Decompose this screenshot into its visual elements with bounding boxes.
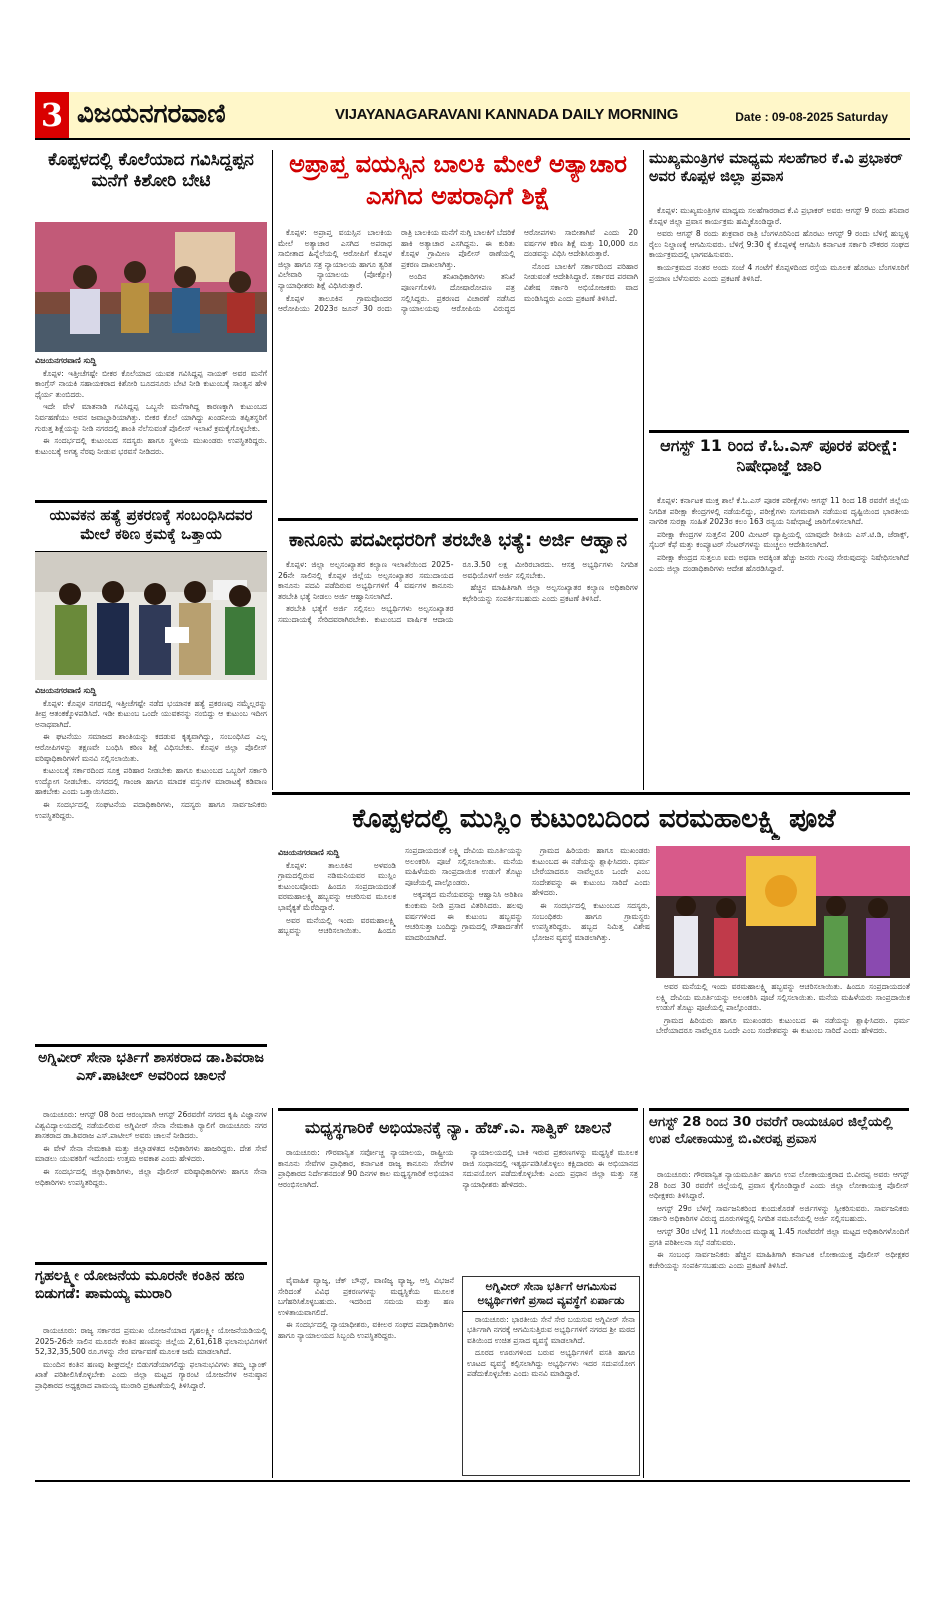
byline: ವಿಜಯನಗರವಾಣಿ ಸುದ್ದಿ [35,686,97,695]
paragraph: ಕೊಪ್ಪಳ ತಾಲೂಕಿನ ಗ್ರಾಮವೊಂದರ ಆರೋಪಿಯು 2023ರ ಜೂನ್ 30 ರಂದು ರಾತ್ರಿ ಬಾಲಕಿಯ ಮನೆಗೆ ನುಗ್ಗಿ ಬಾಲಕಿಗೆ ಬೆದರಿಕೆ ಹಾಕಿ ಅತ್ಯಾಚಾರ ಎಸಗಿದ್ದನು. ಈ ಕುರಿತು ಕೊಪ್ಪಳ ಗ್ರಾಮೀಣ ಪೊಲೀಸ್ ಠಾಣೆಯಲ್ಲಿ ಪ್ರಕರಣ ದಾಖಲಾಗಿತ್ತು. [278,228,515,314]
paper-name-english: VIJAYANAGARAVANI KANNADA DAILY MORNING [335,106,679,123]
paragraph: ನ್ಯಾಯಾಲಯದಲ್ಲಿ ಬಾಕಿ ಇರುವ ಪ್ರಕರಣಗಳನ್ನು ಮಧ್ಯಸ್ಥಿಕೆ ಮೂಲಕ ರಾಜಿ ಸಂಧಾನದಲ್ಲಿ ಇತ್ಯರ್ಥಪಡಿಸಿಕೊಳ್ಳಲು ಕಕ್ಷಿದಾರರು ಈ ಅಭಿಯಾನದ ಸದುಪಯೋಗ ಪಡೆದುಕೊಳ್ಳಬೇಕು ಎಂದು ಪ್ರಧಾನ ಜಿಲ್ಲಾ ಮತ್ತು ಸತ್ರ ನ್ಯಾಯಾಧೀಶರು ಹೇಳಿದರು. [462,1148,638,1189]
paragraph: ಕೊಪ್ಪಳ: ಇತ್ತೀಚೆಗಷ್ಟೇ ಬೀಕರ ಕೊಲೆಯಾದ ಯುವಕ ಗವಿಸಿದ್ದಪ್ಪ ನಾಯಕ್ ಅವರ ಮನೆಗೆ ಕಾಂಗ್ರೆಸ್ ನಾಯಕಿ ಸಹಾಯಕರಾದ ಕಿಶೋರಿ ಬೂದನೂರು ಬೇಟಿ ನೀಡಿ ಕುಟುಂಬಕ್ಕೆ ಸಾಂತ್ವನ ಹೇಳಿ ಧೈರ್ಯ ತುಂಬಿದರು. [35,368,267,399]
headline: ಆಗಸ್ಟ್ 11 ರಿಂದ ಕೆ.ಓ.ಎಸ್ ಪೂರಕ ಪರೀಕ್ಷೆ: ನಿಷೇಧಾಜ್ಞೆ ಜಾರಿ [660,436,898,475]
headline: ಅಗ್ನಿವೀರ್ ಸೇನಾ ಭರ್ತಿಗೆ ಆಗಮಿಸುವ ಅಭ್ಯರ್ಥಿಗಳಿಗೆ ಪ್ರಸಾದ ವ್ಯವಸ್ಥೆಗೆ ಏರ್ಪಾಡು [463,1277,639,1312]
headline: ಯುವಕನ ಹತ್ಯೆ ಪ್ರಕರಣಕ್ಕೆ ಸಂಬಂಧಿಸಿದವರ ಮೇಲೆ ಕಠಿಣ ಕ್ರಮಕ್ಕೆ ಒತ್ತಾಯ [49,506,253,543]
page-bottom-rule [35,1480,910,1482]
article-mediation-head [278,1114,638,1144]
paragraph: ಕುಟುಂಬಕ್ಕೆ ಸರ್ಕಾರದಿಂದ ಸೂಕ್ತ ಪರಿಹಾರ ನೀಡಬೇಕು ಹಾಗೂ ಕುಟುಂಬದ ಒಬ್ಬರಿಗೆ ಸರ್ಕಾರಿ ಉದ್ಯೋಗ ನೀಡಬೇಕು. ನಗರದಲ್ಲಿ ಗಾಂಜಾ ಹಾಗೂ ಮಾದಕ ವಸ್ತುಗಳ ಮಾರಾಟಕ್ಕೆ ಕಡಿವಾಣ ಹಾಕಬೇಕು ಎಂದು ಒತ್ತಾಯಿಸಿದರು. [35,766,267,797]
photo-family-visit [35,222,267,352]
paragraph: ಆಗಸ್ಟ್ 29ರ ಬೆಳಿಗ್ಗೆ ಸಾರ್ವಜನಿಕರಿಂದ ಕುಂದುಕೊರತೆ ಅರ್ಜಿಗಳನ್ನು ಸ್ವೀಕರಿಸುವರು. ಸಾರ್ವಜನಿಕರು ಸರ್ಕಾರಿ ಅಧಿಕಾರಿಗಳ ವಿರುದ್ಧ ದೂರುಗಳಿದ್ದಲ್ಲಿ ನಿಗದಿತ ನಮೂನೆಯಲ್ಲಿ ಅರ್ಜಿ ಸಲ್ಲಿಸಬಹುದು. [649,1203,909,1224]
article-kos-head [649,436,909,494]
headline: ಕೊಪ್ಪಳದಲ್ಲಿ ಮುಸ್ಲಿಂ ಕುಟುಂಬದಿಂದ ವರಮಹಾಲಕ್ಷ್ಮಿ ಪೂಜೆ [352,804,836,834]
paragraph: ರಾಯಚೂರು: ಗೌರವಾನ್ವಿತ ನ್ಯಾಯಮೂರ್ತಿ ಹಾಗೂ ಉಪ ಲೋಕಾಯುಕ್ತರಾದ ಬಿ.ವೀರಪ್ಪ ಅವರು ಆಗಸ್ಟ್ 28 ರಿಂದ 30 ರವರೆಗೆ ಜಿಲ್ಲೆಯಲ್ಲಿ ಪ್ರವಾಸ ಕೈಗೊಂಡಿದ್ದಾರೆ ಎಂದು ಜಿಲ್ಲಾ ಲೋಕಾಯುಕ್ತ ಪೊಲೀಸ್ ಅಧೀಕ್ಷಕರು ತಿಳಿಸಿದ್ದಾರೆ. [649,1170,909,1201]
article-pocso-head [278,148,638,226]
paragraph: ಈ ಸಂದರ್ಭದಲ್ಲಿ ಜಿಲ್ಲಾಧಿಕಾರಿಗಳು, ಜಿಲ್ಲಾ ಪೊಲೀಸ್ ವರಿಷ್ಠಾಧಿಕಾರಿಗಳು ಹಾಗೂ ಸೇನಾ ಅಧಿಕಾರಿಗಳು ಉಪಸ್ಥಿತರಿದ್ದರು. [35,1166,267,1187]
paragraph: ನೊಂದ ಬಾಲಕಿಗೆ ಸರ್ಕಾರದಿಂದ ಪರಿಹಾರ ನೀಡುವಂತೆ ಆದೇಶಿಸಿದ್ದಾರೆ. ಸರ್ಕಾರದ ಪರವಾಗಿ ವಿಶೇಷ ಸರ್ಕಾರಿ ಅಭಿಯೋಜಕರು ವಾದ ಮಂಡಿಸಿದ್ದರು ಎಂದು ಪ್ರಕಟಣೆ ತಿಳಿಸಿದೆ. [524,261,638,303]
article-gruhalakshmi-head [35,1268,267,1324]
paragraph: ಗ್ರಾಮದ ಹಿರಿಯರು ಹಾಗೂ ಮುಖಂಡರು ಕುಟುಂಬದ ಈ ನಡೆಯನ್ನು ಶ್ಲಾಘಿಸಿದರು. ಧರ್ಮ ಬೇರೆಯಾದರೂ ನಾವೆಲ್ಲರೂ ಒಂದೇ ಎಂಬ ಸಂದೇಶವನ್ನು ಈ ಕುಟುಂಬ ಸಾರಿದೆ ಎಂದು ಹೇಳಿದರು. [532,846,650,898]
article-pocso-body [278,228,638,512]
paragraph: ರಾಯಚೂರು: ರಾಜ್ಯ ಸರ್ಕಾರದ ಪ್ರಮುಖ ಯೋಜನೆಯಾದ ಗೃಹಲಕ್ಷ್ಮೀ ಯೋಜನೆಯಡಿಯಲ್ಲಿ 2025-26ನೇ ಸಾಲಿನ ಮೂರನೇ ಕಂತಿನ ಹಣವನ್ನು ಜಿಲ್ಲೆಯ 2,61,618 ಫಲಾನುಭವಿಗಳಿಗೆ 52,32,35,500 ರೂ.ಗಳನ್ನು ನೇರ ವರ್ಗಾವಣೆ ಮೂಲಕ ಜಮೆ ಮಾಡಲಾಗಿದೆ. [35,1326,267,1357]
paragraph: ತರಬೇತಿ ಭತ್ಯೆಗೆ ಅರ್ಜಿ ಸಲ್ಲಿಸಲು ಅಭ್ಯರ್ಥಿಗಳು ಅಲ್ಪಸಂಖ್ಯಾತರ ಸಮುದಾಯಕ್ಕೆ ಸೇರಿದವರಾಗಿರಬೇಕು. ಕುಟುಂಬದ ವಾರ್ಷಿಕ ಆದಾಯ ರೂ.3.50 ಲಕ್ಷ ಮೀರಿರಬಾರದು. ಆಸಕ್ತ ಅಭ್ಯರ್ಥಿಗಳು ನಿಗದಿತ ಅವಧಿಯೊಳಗೆ ಅರ್ಜಿ ಸಲ್ಲಿಸಬೇಕು. [278,560,638,624]
article-mediation-body [278,1148,638,1272]
paragraph: ವೈವಾಹಿಕ ವ್ಯಾಜ್ಯ, ಚೆಕ್ ಬೌನ್ಸ್, ವಾಣಿಜ್ಯ ವ್ಯಾಜ್ಯ, ಆಸ್ತಿ ವಿಭಜನೆ ಸೇರಿದಂತೆ ವಿವಿಧ ಪ್ರಕರಣಗಳನ್ನು ಮಧ್ಯಸ್ಥಿಕೆಯ ಮೂಲಕ ಬಗೆಹರಿಸಿಕೊಳ್ಳಬಹುದು. ಇದರಿಂದ ಸಮಯ ಮತ್ತು ಹಣ ಉಳಿತಾಯವಾಗಲಿದೆ. [278,1276,454,1317]
paragraph: ಅವರ ಮನೆಯಲ್ಲಿ ಇಂದು ವರಮಹಾಲಕ್ಷ್ಮಿ ಹಬ್ಬವನ್ನು ಆಚರಿಸಲಾಯಿತು. ಹಿಂದೂ ಸಂಪ್ರದಾಯದಂತೆ ಲಕ್ಷ್ಮಿ ದೇವಿಯ ಮೂರ್ತಿಯನ್ನು ಅಲಂಕರಿಸಿ ಪೂಜೆ ಸಲ್ಲಿಸಲಾಯಿತು. ಮನೆಯ ಮಹಿಳೆಯರು ಸಾಂಪ್ರದಾಯಿಕ ಉಡುಗೆ ತೊಟ್ಟು ಪೂಜೆಯಲ್ಲಿ ಪಾಲ್ಗೊಂಡರು. [278,846,523,936]
article-law-head [278,524,638,558]
paragraph: ಕಾರ್ಯಕ್ರಮದ ನಂತರ ಅಂದು ಸಂಜೆ 4 ಗಂಟೆಗೆ ಕೊಪ್ಪಳದಿಂದ ರಸ್ತೆಯ ಮೂಲಕ ಹೊರಟು ಬೆಂಗಳೂರಿಗೆ ಪ್ರಯಾಣ ಬೆಳೆಸುವರು ಎಂದು ಪ್ರಕಟಣೆ ತಿಳಿಸಿದೆ. [649,262,909,283]
photo-memorandum [35,552,267,680]
byline: ವಿಜಯನಗರವಾಣಿ ಸುದ್ದಿ [278,848,340,857]
paragraph: ಈ ವೇಳೆ ಸೇನಾ ನೇಮಕಾತಿ ಮತ್ತು ಜಿಲ್ಲಾಡಳಿತದ ಅಧಿಕಾರಿಗಳು ಹಾಜರಿದ್ದರು. ದೇಶ ಸೇವೆ ಮಾಡಲು ಯುವಕರಿಗೆ ಇದೊಂದು ಉತ್ತಮ ಅವಕಾಶ ಎಂದು ಹೇಳಿದರು. [35,1143,267,1164]
column-rule [643,150,644,790]
headline: ಕೊಪ್ಪಳದಲ್ಲಿ ಕೊಲೆಯಾದ ಗವಿಸಿದ್ದಪ್ಪನ ಮನೆಗೆ ಕಿಶೋರಿ ಬೇಟಿ [48,150,254,192]
paragraph: ಹೆಚ್ಚಿನ ಮಾಹಿತಿಗಾಗಿ ಜಿಲ್ಲಾ ಅಲ್ಪಸಂಖ್ಯಾತರ ಕಲ್ಯಾಣ ಅಧಿಕಾರಿಗಳ ಕಛೇರಿಯನ್ನು ಸಂಪರ್ಕಿಸಬಹುದು ಎಂದು ಪ್ರಕಟಣೆ ತಿಳಿಸಿದೆ. [462,583,638,603]
article-agniveer-facilities [462,1276,640,1476]
headline: ಮುಖ್ಯಮಂತ್ರಿಗಳ ಮಾಧ್ಯಮ ಸಲಹೆಗಾರ ಕೆ.ವಿ ಪ್ರಭಾಕರ್ ಅವರ ಕೊಪ್ಪಳ ಜಿಲ್ಲಾ ಪ್ರವಾಸ [649,151,903,186]
article-youth-murder-body [35,684,267,1036]
issue-date: Date : 09-08-2025 Saturday [735,110,888,124]
article-agniveer-mla-head [35,1050,267,1108]
paragraph: ರಾಯಚೂರು: ಭಾರತೀಯ ಸೇನೆ ಸೇರ ಬಯಸುವ ಅಗ್ನಿವೀರ್ ಸೇನಾ ಭರ್ತಿಗಾಗಿ ನಗರಕ್ಕೆ ಆಗಮಿಸುತ್ತಿರುವ ಅಭ್ಯರ್ಥಿಗಳಿಗೆ ನಗರದ ಶ್ರೀ ಮಠದ ವತಿಯಿಂದ ಉಚಿತ ಪ್ರಸಾದ ವ್ಯವಸ್ಥೆ ಮಾಡಲಾಗಿದೆ. [467,1314,635,1345]
paragraph: ಈ ಸಂದರ್ಭದಲ್ಲಿ ಸಂಘಟನೆಯ ಪದಾಧಿಕಾರಿಗಳು, ಸದಸ್ಯರು ಹಾಗೂ ಸಾರ್ವಜನಿಕರು ಉಪಸ್ಥಿತರಿದ್ದರು. [35,799,267,820]
paragraph: ಇದೇ ವೇಳೆ ಮಾತನಾಡಿ ಗವಿಸಿದ್ದಪ್ಪ ಒಬ್ಬನೇ ಮನೆಗಾಗಿದ್ದ ಕಾರಣಕ್ಕಾಗಿ ಕುಟುಂಬದ ನಿರ್ವಹಣೆಯು ಅವನ ಜವಾಬ್ದಾರಿಯಾಗಿತ್ತು. ಬೀಕರ ಕೊಲೆ ಯಾಗಿದ್ದು ಖಂಡನೀಯ ತಪ್ಪಿತಸ್ಥರಿಗೆ ಗುರುತ್ತ ಶಿಕ್ಷೆಯನ್ನು ನೀಡಿ ನಗರದಲ್ಲಿ ಶಾಂತಿ ನೆಲೆಸುವಂತೆ ಪೊಲೀಸ್ ಇಲಾಖೆ ಕ್ರಮಕೈಗೊಳ್ಳಬೇಕು. [35,402,267,433]
page-number: 3 [35,92,69,138]
article-cm-advisor-body [649,206,909,426]
article-gruhalakshmi-body [35,1326,267,1474]
article-agniveer-mla-body [35,1110,267,1258]
paper-name-kannada: ವಿಜಯನಗರವಾಣಿ [77,99,226,129]
article-body [463,1312,639,1386]
paragraph: ಕೊಪ್ಪಳ: ಅಪ್ರಾಪ್ತ ವಯಸ್ಸಿನ ಬಾಲಕಿಯ ಮೇಲೆ ಅತ್ಯಾಚಾರ ಎಸಗಿದ ಅಪರಾಧ ಸಾಬೀತಾದ ಹಿನ್ನೆಲೆಯಲ್ಲಿ ಆರೋಪಿಗೆ ಕೊಪ್ಪಳ ಜಿಲ್ಲಾ ಹಾಗೂ ಸತ್ರ ನ್ಯಾಯಾಲಯ ಹಾಗೂ ತ್ವರಿತ ವಿಲೇವಾರಿ ನ್ಯಾಯಾಲಯ (ಪೋಕ್ಸೋ) ನ್ಯಾಯಾಧೀಶರು ಶಿಕ್ಷೆ ವಿಧಿಸಿರುತ್ತಾರೆ. [278,228,392,290]
paragraph: ಈ ಘಟನೆಯು ಸಮಾಜದ ಶಾಂತಿಯನ್ನು ಕದಡುವ ಕೃತ್ಯವಾಗಿದ್ದು, ಸಂಬಂಧಿಸಿದ ಎಲ್ಲ ಆರೋಪಿಗಳನ್ನು ತಕ್ಷಣವೇ ಬಂಧಿಸಿ ಕಠಿಣ ಶಿಕ್ಷೆ ವಿಧಿಸಬೇಕು. ಕೊಪ್ಪಳ ಜಿಲ್ಲಾ ಪೊಲೀಸ್ ವರಿಷ್ಠಾಧಿಕಾರಿಗಳಿಗೆ ಮನವಿ ಸಲ್ಲಿಸಲಾಯಿತು. [35,732,267,763]
paragraph: ಅಕ್ಕಪಕ್ಕದ ಮನೆಯವರನ್ನು ಆಹ್ವಾನಿಸಿ ಅರಿಶಿಣ ಕುಂಕುಮ ನೀಡಿ ಪ್ರಸಾದ ವಿತರಿಸಿದರು. ಹಲವು ವರ್ಷಗಳಿಂದ ಈ ಕುಟುಂಬ ಹಬ್ಬವನ್ನು ಆಚರಿಸುತ್ತಾ ಬಂದಿದ್ದು ಗ್ರಾಮದಲ್ಲಿ ಸೌಹಾರ್ದತೆಗೆ ಮಾದರಿಯಾಗಿದೆ. [405,890,523,942]
section-rule [278,1108,638,1111]
article-cm-advisor-head [649,150,909,206]
paragraph: ದೂರದ ಊರುಗಳಿಂದ ಬರುವ ಅಭ್ಯರ್ಥಿಗಳಿಗೆ ವಸತಿ ಹಾಗೂ ಊಟದ ವ್ಯವಸ್ಥೆ ಕಲ್ಪಿಸಲಾಗಿದ್ದು ಅಭ್ಯರ್ಥಿಗಳು ಇದರ ಸದುಪಯೋಗ ಪಡೆದುಕೊಳ್ಳಬೇಕು ಎಂದು ಮನವಿ ಮಾಡಿದ್ದಾರೆ. [467,1348,635,1379]
photo-puja [656,846,910,978]
paragraph: ಪರೀಕ್ಷಾ ಕೇಂದ್ರದ ಸುತ್ತಲೂ ಐದು ಅಥವಾ ಅದಕ್ಕಿಂತ ಹೆಚ್ಚು ಜನರು ಗುಂಪು ಸೇರುವುದನ್ನು ನಿಷೇಧಿಸಲಾಗಿದೆ ಎಂದು ಜಿಲ್ಲಾ ದಂಡಾಧಿಕಾರಿಗಳು ಆದೇಶ ಹೊರಡಿಸಿದ್ದಾರೆ. [649,552,909,573]
article-youth-murder-head [35,500,267,552]
headline: ಕಾನೂನು ಪದವೀಧರರಿಗೆ ತರಬೇತಿ ಭತ್ಯೆ: ಅರ್ಜಿ ಆಹ್ವಾನ [288,529,628,551]
paragraph: ರಾಯಚೂರು: ಗೌರವಾನ್ವಿತ ಸರ್ವೋಚ್ಚ ನ್ಯಾಯಾಲಯ, ರಾಷ್ಟ್ರೀಯ ಕಾನೂನು ಸೇವೆಗಳ ಪ್ರಾಧಿಕಾರ, ಕರ್ನಾಟಕ ರಾಜ್ಯ ಕಾನೂನು ಸೇವೆಗಳ ಪ್ರಾಧಿಕಾರದ ನಿರ್ದೇಶನದಂತೆ 90 ದಿನಗಳ ಕಾಲ ಮಧ್ಯಸ್ಥಗಾರಿಕೆ ಅಭಿಯಾನ ಆರಂಭಿಸಲಾಗಿದೆ. [278,1148,454,1189]
paragraph: ಕೊಪ್ಪಳ: ಜಿಲ್ಲಾ ಅಲ್ಪಸಂಖ್ಯಾತರ ಕಲ್ಯಾಣ ಇಲಾಖೆಯಿಂದ 2025-26ನೇ ಸಾಲಿನಲ್ಲಿ ಕೊಪ್ಪಳ ಜಿಲ್ಲೆಯ ಅಲ್ಪಸಂಖ್ಯಾತರ ಸಮುದಾಯದ ಕಾನೂನು ಪದವಿ ಪಡೆದಿರುವ ಅಭ್ಯರ್ಥಿಗಳಿಗೆ 4 ವರ್ಷಗಳ ಕಾನೂನು ತರಬೇತಿ ಭತ್ಯೆ ನೀಡಲು ಅರ್ಜಿ ಆಹ್ವಾನಿಸಲಾಗಿದೆ. [278,560,454,601]
section-rule [649,1108,909,1111]
article-lokayukta-body [649,1170,909,1474]
paragraph: ಅಂದಿನ ತನಿಖಾಧಿಕಾರಿಗಳು ತನಿಖೆ ಪೂರ್ಣಗೊಳಿಸಿ ದೋಷಾರೋಪಣ ಪತ್ರ ಸಲ್ಲಿಸಿದ್ದರು. ಪ್ರಕರಣದ ವಿಚಾರಣೆ ನಡೆಸಿದ ನ್ಯಾಯಾಲಯವು ಆರೋಪಿಯ ವಿರುದ್ಧದ ಆರೋಪಗಳು ಸಾಬೀತಾಗಿವೆ ಎಂದು 20 ವರ್ಷಗಳ ಕಠಿಣ ಶಿಕ್ಷೆ ಮತ್ತು 10,000 ರೂ ದಂಡವನ್ನು ವಿಧಿಸಿ ಆದೇಶಿಸಿರುತ್ತಾರೆ. [401,228,638,314]
section-rule [278,518,638,521]
column-rule [272,150,273,790]
paragraph: ಕೊಪ್ಪಳ: ಕೊಪ್ಪಳ ನಗರದಲ್ಲಿ ಇತ್ತೀಚೆಗಷ್ಟೇ ನಡೆದ ಭಯಾನಕ ಹತ್ಯೆ ಪ್ರಕರಣವು ನಮ್ಮೆಲ್ಲರನ್ನು ತೀವ್ರ ಆತಂಕಕ್ಕೊಳಪಡಿಸಿದೆ. ಇಡೀ ಕುಟುಂಬ ಒಂದೇ ಯುವಕನನ್ನು ನಂಬಿದ್ದು ಆ ಕುಟುಂಬ ಇದೀಗ ಅನಾಥವಾಗಿದೆ. [35,698,267,729]
paragraph: ಕೊಪ್ಪಳ: ತಾಲೂಕಿನ ಅಳವಂಡಿ ಗ್ರಾಮದಲ್ಲಿರುವ ನಡಿಮನಿಯವರ ಮುಸ್ಲಿಂ ಕುಟುಂಬವೊಂದು ಹಿಂದೂ ಸಂಪ್ರದಾಯದಂತೆ ವರಮಹಾಲಕ್ಷ್ಮಿ ಹಬ್ಬವನ್ನು ಆಚರಿಸುವ ಮೂಲಕ ಭಾವೈಕ್ಯತೆ ಮೆರೆದಿದ್ದಾರೆ. [278,860,396,912]
headline: ಅಗ್ನಿವೀರ್ ಸೇನಾ ಭರ್ತಿಗೆ ಶಾಸಕರಾದ ಡಾ.ಶಿವರಾಜ ಎಸ್.ಪಾಟೀಲ್ ಅವರಿಂದ ಚಾಲನೆ [38,1050,264,1084]
article-varamahalakshmi-body [278,846,650,1102]
paragraph: ಅವರು ಆಗಸ್ಟ್ 8 ರಂದು ಶುಕ್ರವಾರ ರಾತ್ರಿ ಬೆಂಗಳೂರಿನಿಂದ ಹೊರಟು ಆಗಸ್ಟ್ 9 ರಂದು ಬೆಳಿಗ್ಗೆ ಹುಬ್ಬಳ್ಳಿ ರೈಲು ನಿಲ್ದಾಣಕ್ಕೆ ಆಗಮಿಸುವರು. ಬೆಳಿಗ್ಗೆ 9:30 ಕ್ಕೆ ಕೊಪ್ಪಳಕ್ಕೆ ಆಗಮಿಸಿ ಕರ್ನಾಟಕ ಸರ್ಕಾರಿ ನೌಕರರ ಸಂಘದ ಕಾರ್ಯಕ್ರಮದಲ್ಲಿ ಭಾಗವಹಿಸುವರು. [649,229,909,260]
article-mediation-body-cont [278,1276,454,1474]
paragraph: ರಾಯಚೂರು: ಆಗಸ್ಟ್ 08 ರಿಂದ ಆರಂಭವಾಗಿ ಆಗಸ್ಟ್ 26ರವರೆಗೆ ನಗರದ ಕೃಷಿ ವಿಜ್ಞಾನಗಳ ವಿಶ್ವವಿದ್ಯಾಲಯದಲ್ಲಿ ನಡೆಯಲಿರುವ ಅಗ್ನಿವೀರ್ ಸೇನಾ ನೇಮಕಾತಿ ರ‍್ಯಾಲಿಗೆ ರಾಯಚೂರು ನಗರ ಶಾಸಕರಾದ ಡಾ.ಶಿವರಾಜ ಎಸ್.ಪಾಟೀಲ್ ಅವರು ಚಾಲನೆ ನೀಡಿದರು. [35,1110,267,1141]
paragraph: ಈ ಸಂಬಂಧ ಸಾರ್ವಜನಿಕರು ಹೆಚ್ಚಿನ ಮಾಹಿತಿಗಾಗಿ ಕರ್ನಾಟಕ ಲೋಕಾಯುಕ್ತ ಪೊಲೀಸ್ ಅಧೀಕ್ಷಕರ ಕಚೇರಿಯನ್ನು ಸಂಪರ್ಕಿಸಬಹುದು ಎಂದು ಪ್ರಕಟಣೆ ತಿಳಿಸಿದೆ. [649,1250,909,1270]
paragraph: ಈ ಸಂದರ್ಭದಲ್ಲಿ ಕುಟುಂಬದ ಸದಸ್ಯರು ಹಾಗೂ ಸ್ಥಳೀಯ ಮುಖಂಡರು ಉಪಸ್ಥಿತರಿದ್ದರು. ಕುಟುಂಬಕ್ಕೆ ಅಗತ್ಯ ನೆರವು ನೀಡುವ ಭರವಸೆ ನೀಡಿದರು. [35,436,267,456]
article-lokayukta-head [649,1114,909,1168]
section-rule [272,792,910,795]
article-law-body [278,560,638,786]
headline: ಗೃಹಲಕ್ಷ್ಮೀ ಯೋಜನೆಯ ಮೂರನೇ ಕಂತಿನ ಹಣ ಬಿಡುಗಡೆ: ಪಾಮಯ್ಯ ಮುರಾರಿ [35,1268,245,1302]
article-koppal-murder-body [35,354,267,494]
paragraph: ಈ ಸಂದರ್ಭದಲ್ಲಿ ನ್ಯಾಯಾಧೀಶರು, ವಕೀಲರ ಸಂಘದ ಪದಾಧಿಕಾರಿಗಳು ಹಾಗೂ ನ್ಯಾಯಾಲಯದ ಸಿಬ್ಬಂದಿ ಉಪಸ್ಥಿತರಿದ್ದರು. [278,1320,454,1340]
paragraph: ಕೊಪ್ಪಳ: ಮುಖ್ಯಮಂತ್ರಿಗಳ ಮಾಧ್ಯಮ ಸಲಹೆಗಾರರಾದ ಕೆ.ವಿ ಪ್ರಭಾಕರ್ ಅವರು ಆಗಸ್ಟ್ 9 ರಂದು ಶನಿವಾರ ಕೊಪ್ಪಳ ಜಿಲ್ಲಾ ಪ್ರವಾಸ ಕಾರ್ಯಕ್ರಮ ಹಮ್ಮಿಕೊಂಡಿದ್ದಾರೆ. [649,206,909,226]
column-rule [643,1108,644,1478]
section-rule [649,430,909,433]
paragraph: ಮುಂದಿನ ಕಂತಿನ ಹಣವು ಶೀಘ್ರದಲ್ಲೇ ಬಿಡುಗಡೆಯಾಗಲಿದ್ದು ಫಲಾನುಭವಿಗಳು ತಮ್ಮ ಬ್ಯಾಂಕ್ ಖಾತೆ ಪರಿಶೀಲಿಸಿಕೊಳ್ಳಬೇಕು ಎಂದು ಜಿಲ್ಲಾ ಮಟ್ಟದ ಗ್ಯಾರಂಟಿ ಯೋಜನೆಗಳ ಅನುಷ್ಠಾನ ಪ್ರಾಧಿಕಾರದ ಅಧ್ಯಕ್ಷರಾದ ಪಾಮಯ್ಯ ಮುರಾರಿ ಪ್ರಕಟಣೆಯಲ್ಲಿ ತಿಳಿಸಿದ್ದಾರೆ. [35,1359,267,1390]
article-kos-body [649,496,909,786]
paragraph: ಕೊಪ್ಪಳ: ಕರ್ನಾಟಕ ಮುಕ್ತ ಶಾಲೆ ಕೆ.ಓ.ಎಸ್ ಪೂರಕ ಪರೀಕ್ಷೆಗಳು ಆಗಸ್ಟ್ 11 ರಿಂದ 18 ರವರೆಗೆ ಜಿಲ್ಲೆಯ ನಿಗದಿತ ಪರೀಕ್ಷಾ ಕೇಂದ್ರಗಳಲ್ಲಿ ನಡೆಯಲಿದ್ದು, ಪರೀಕ್ಷೆಗಳು ಸುಗಮವಾಗಿ ನಡೆಯುವ ದೃಷ್ಟಿಯಿಂದ ಭಾರತೀಯ ನಾಗರಿಕ ಸುರಕ್ಷಾ ಸಂಹಿತೆ 2023ರ ಕಲಂ 163 ರನ್ವಯ ನಿಷೇಧಾಜ್ಞೆ ಜಾರಿಗೊಳಿಸಲಾಗಿದೆ. [649,496,909,527]
paragraph: ಗ್ರಾಮದ ಹಿರಿಯರು ಹಾಗೂ ಮುಖಂಡರು ಕುಟುಂಬದ ಈ ನಡೆಯನ್ನು ಶ್ಲಾಘಿಸಿದರು. ಧರ್ಮ ಬೇರೆಯಾದರೂ ನಾವೆಲ್ಲರೂ ಒಂದೇ ಎಂಬ ಸಂದೇಶವನ್ನು ಈ ಕುಟುಂಬ ಸಾರಿದೆ ಎಂದು ಹೇಳಿದರು. [656,1015,910,1036]
paragraph: ಈ ಸಂದರ್ಭದಲ್ಲಿ ಕುಟುಂಬದ ಸದಸ್ಯರು, ಸಂಬಂಧಿಕರು ಹಾಗೂ ಗ್ರಾಮಸ್ಥರು ಉಪಸ್ಥಿತರಿದ್ದರು. ಹಬ್ಬದ ನಿಮಿತ್ತ ವಿಶೇಷ ಭೋಜನ ವ್ಯವಸ್ಥೆ ಮಾಡಲಾಗಿತ್ತು. [532,900,650,942]
paragraph: ಅವರ ಮನೆಯಲ್ಲಿ ಇಂದು ವರಮಹಾಲಕ್ಷ್ಮಿ ಹಬ್ಬವನ್ನು ಆಚರಿಸಲಾಯಿತು. ಹಿಂದೂ ಸಂಪ್ರದಾಯದಂತೆ ಲಕ್ಷ್ಮಿ ದೇವಿಯ ಮೂರ್ತಿಯನ್ನು ಅಲಂಕರಿಸಿ ಪೂಜೆ ಸಲ್ಲಿಸಲಾಯಿತು. ಮನೆಯ ಮಹಿಳೆಯರು ಸಾಂಪ್ರದಾಯಿಕ ಉಡುಗೆ ತೊಟ್ಟು ಪೂಜೆಯಲ್ಲಿ ಪಾಲ್ಗೊಂಡರು. [656,982,910,1013]
section-rule [35,1044,267,1047]
article-varamahalakshmi-body-cont [656,982,910,1102]
headline: ಅಪ್ರಾಪ್ತ ವಯಸ್ಸಿನ ಬಾಲಕಿ ಮೇಲೆ ಅತ್ಯಾಚಾರ ಎಸಗಿದ ಅಪರಾಧಿಗೆ ಶಿಕ್ಷೆ [289,150,627,210]
byline: ವಿಜಯನಗರವಾಣಿ ಸುದ್ದಿ [35,356,97,365]
headline: ಮಧ್ಯಸ್ಥಗಾರಿಕೆ ಅಭಿಯಾನಕ್ಕೆ ನ್ಯಾ. ಹೆಚ್.ಎ. ಸಾತ್ವಿಕ್ ಚಾಲನೆ [304,1118,612,1137]
paragraph: ಆಗಸ್ಟ್ 30ರ ಬೆಳಿಗ್ಗೆ 11 ಗಂಟೆಯಿಂದ ಮಧ್ಯಾಹ್ನ 1.45 ಗಂಟೆವರೆಗೆ ಜಿಲ್ಲಾ ಮಟ್ಟದ ಅಧಿಕಾರಿಗಳೊಂದಿಗೆ ಪ್ರಗತಿ ಪರಿಶೀಲನಾ ಸಭೆ ನಡೆಸುವರು. [649,1226,909,1247]
column-rule [272,1108,273,1478]
masthead [35,92,910,140]
paragraph: ಪರೀಕ್ಷಾ ಕೇಂದ್ರಗಳ ಸುತ್ತಲಿನ 200 ಮೀಟರ್ ವ್ಯಾಪ್ತಿಯಲ್ಲಿ ಯಾವುದೇ ರೀತಿಯ ಎಸ್.ಟಿ.ಡಿ, ಜೆರಾಕ್ಸ್, ಸೈಬರ್ ಕೆಫೆ ಮತ್ತು ಕಂಪ್ಯೂಟರ್ ಸೆಂಟರ್‌ಗಳನ್ನು ಮುಚ್ಚಲು ಆದೇಶಿಸಲಾಗಿದೆ. [649,529,909,550]
section-rule [35,1262,267,1265]
headline: ಆಗಸ್ಟ್ 28 ರಿಂದ 30 ರವರೆಗೆ ರಾಯಚೂರ ಜಿಲ್ಲೆಯಲ್ಲಿ ಉಪ ಲೋಕಾಯುಕ್ತ ಬಿ.ವೀರಪ್ಪ ಪ್ರವಾಸ [649,1114,893,1147]
article-varamahalakshmi-head [278,798,910,842]
